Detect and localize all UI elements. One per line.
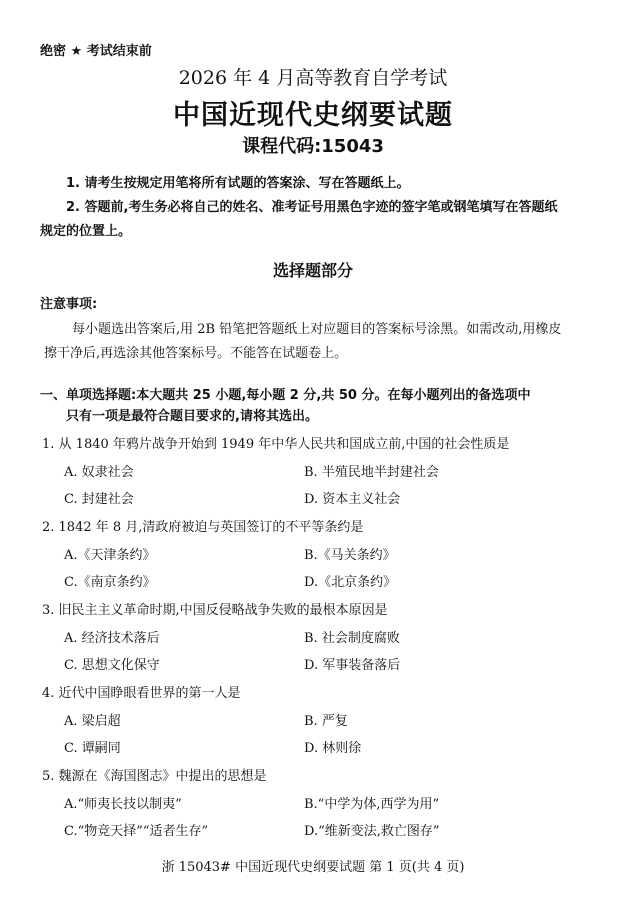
instruction-2: 2. 答题前,考生务必将自己的姓名、准考证号用黑色字迹的签字笔或钢笔填写在答题纸 [66,200,558,215]
question-3-option-b: B. 社会制度腐败 [304,631,400,646]
question-4-option-c: C. 谭嗣同 [64,741,121,756]
part-heading-line-2: 只有一项是最符合题目要求的,请将其选出。 [66,409,318,424]
question-1: 1. 从 1840 年鸦片战争开始到 1949 年中华人民共和国成立前,中国的社会性质是 [42,437,510,452]
question-5: 5. 魏源在《海国图志》中提出的思想是 [42,769,267,784]
question-4-option-b: B. 严复 [304,714,348,729]
confidential-label: 绝密 ★ 考试结束前 [40,44,152,59]
question-5-option-a: A.“师夷长技以制夷” [64,797,182,812]
question-2-option-a: A.《天津条约》 [64,548,156,563]
question-3-option-a: A. 经济技术落后 [64,631,160,646]
notice-line-1: 每小题选出答案后,用 2B 铅笔把答题纸上对应题目的答案标号涂黑。如需改动,用橡皮 [72,322,562,337]
question-1-option-b: B. 半殖民地半封建社会 [304,465,439,480]
page-footer: 浙 15043# 中国近现代史纲要试题 第 1 页(共 4 页) [161,860,465,875]
question-1-option-d: D. 资本主义社会 [304,492,401,507]
exam-session: 2026 年 4 月高等教育自学考试 [178,67,448,89]
question-5-option-c: C.“物竞天择”“适者生存” [64,824,209,839]
question-2-option-b: B.《马关条约》 [304,548,396,563]
instruction-2-continued: 规定的位置上。 [40,224,132,239]
question-4-option-d: D. 林则徐 [304,741,362,756]
instruction-1: 1. 请考生按规定用笔将所有试题的答案涂、写在答题纸上。 [66,176,410,191]
question-1-option-a: A. 奴隶社会 [64,465,134,480]
notice-line-2: 擦干净后,再选涂其他答案标号。不能答在试题卷上。 [44,346,348,361]
question-3-option-d: D. 军事装备落后 [304,658,401,673]
question-4-option-a: A. 梁启超 [64,714,121,729]
question-2: 2. 1842 年 8 月,清政府被迫与英国签订的不平等条约是 [42,520,364,535]
page-title: 中国近现代史纲要试题 [173,100,453,131]
question-4: 4. 近代中国睁眼看世界的第一人是 [42,686,241,701]
question-3-option-c: C. 思想文化保守 [64,658,160,673]
question-2-option-d: D.《北京条约》 [304,575,397,590]
notice-label: 注意事项: [40,297,98,312]
question-5-option-d: D.“维新变法,救亡图存” [304,824,440,839]
question-3: 3. 旧民主主义革命时期,中国反侵略战争失败的最根本原因是 [42,603,388,618]
question-1-option-c: C. 封建社会 [64,492,134,507]
part-heading-line-1: 一、单项选择题:本大题共 25 小题,每小题 2 分,共 50 分。在每小题列出的备选项中 [40,388,531,403]
question-2-option-c: C.《南京条约》 [64,575,156,590]
section-title: 选择题部分 [272,261,353,280]
question-5-option-b: B.“中学为体,西学为用” [304,797,440,812]
course-code: 课程代码:15043 [242,136,384,157]
